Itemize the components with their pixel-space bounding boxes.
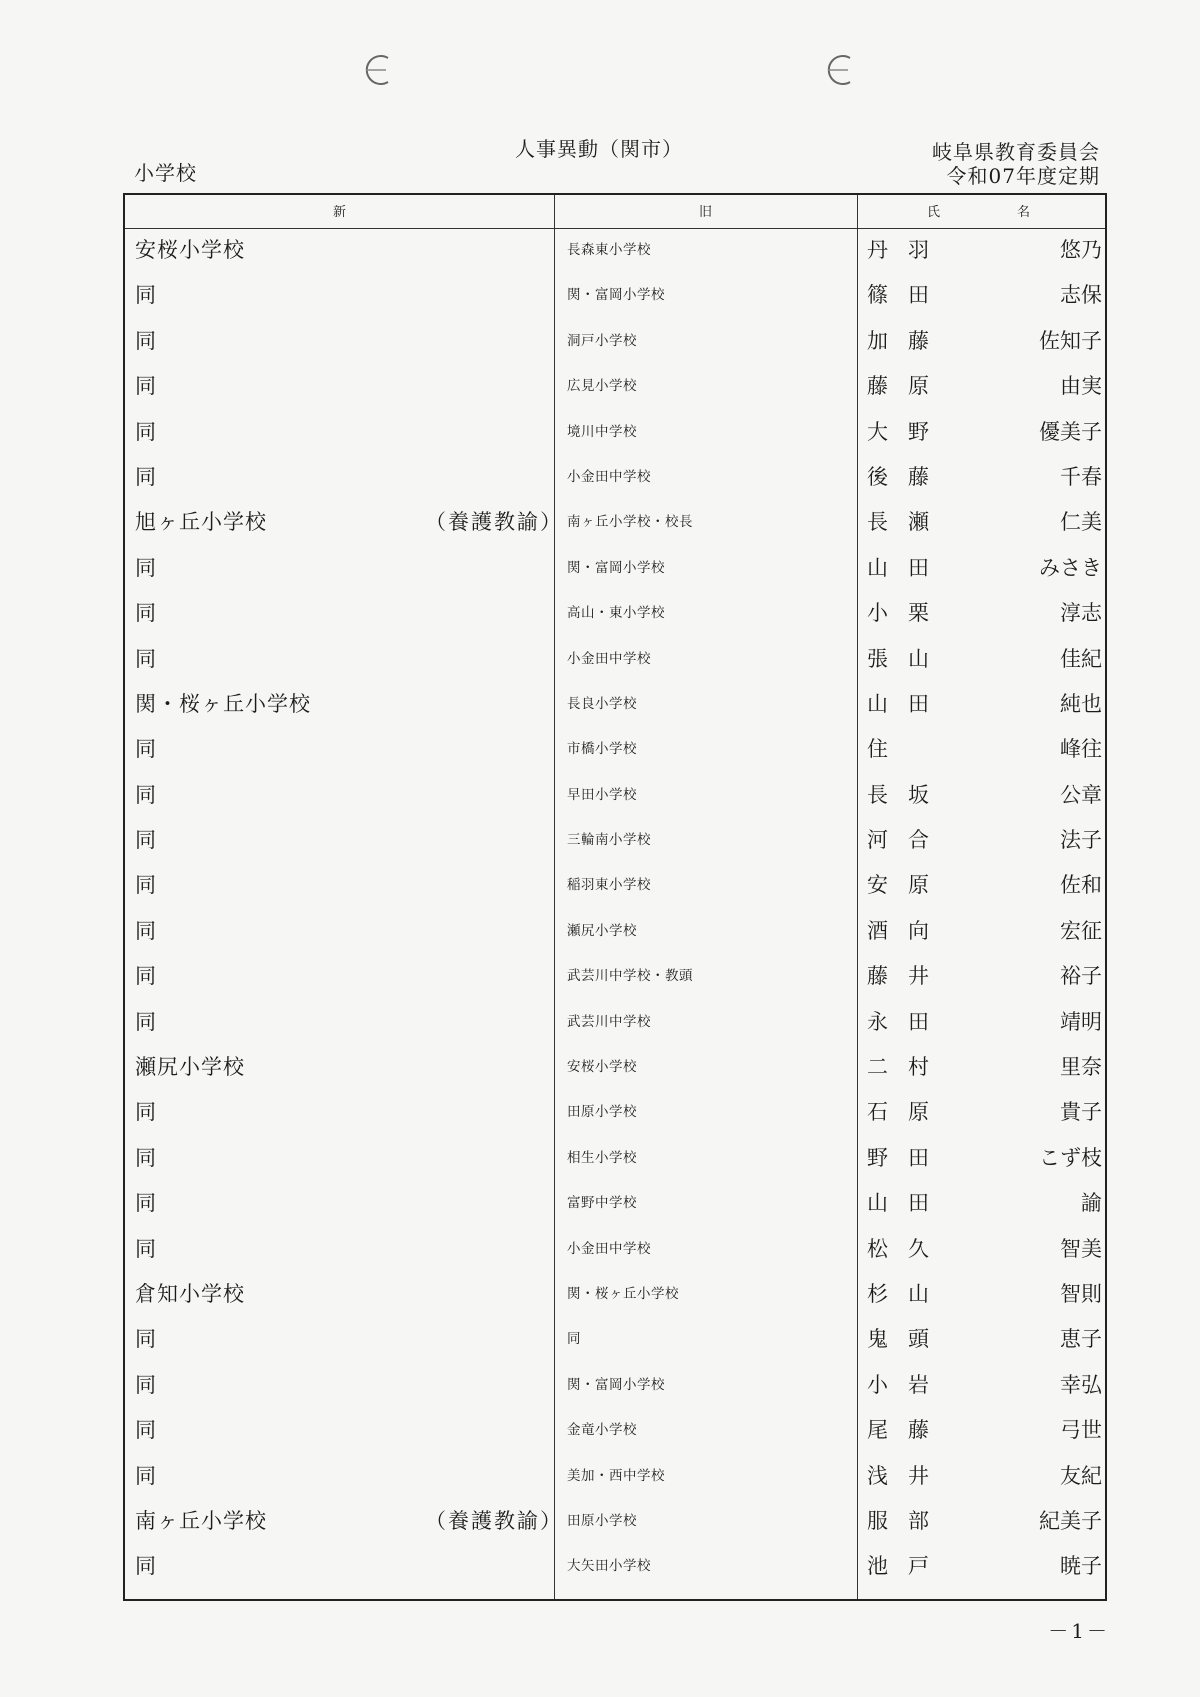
surname: 鬼頭 <box>867 1327 949 1352</box>
given-name: 幸弘 <box>1060 1372 1102 1397</box>
column-header-new: 新 <box>332 205 346 220</box>
new-position: 同 <box>135 419 157 444</box>
old-position: 三輪南小学校 <box>567 832 651 849</box>
old-position: 長森東小学校 <box>567 242 651 258</box>
role <box>425 410 547 455</box>
old-position: 美加・西中学校 <box>567 1467 665 1484</box>
role <box>425 909 547 954</box>
surname: 長瀬 <box>867 510 949 535</box>
surname: 長坂 <box>867 782 949 807</box>
surname: 大野 <box>867 419 949 444</box>
given-name: 紀美子 <box>1039 1508 1102 1533</box>
new-position: 同 <box>135 464 157 489</box>
surname: 山田 <box>867 691 949 716</box>
old-position: 大矢田小学校 <box>567 1558 651 1575</box>
given-name: 靖明 <box>1060 1009 1102 1034</box>
new-position: 同 <box>135 1327 157 1352</box>
new-position: 同 <box>135 1463 157 1488</box>
surname: 河合 <box>867 828 949 853</box>
table-row <box>125 637 1105 682</box>
new-position: 同 <box>135 1191 157 1216</box>
given-name: 淳志 <box>1060 601 1102 626</box>
new-position: 瀬尻小学校 <box>135 1055 245 1080</box>
given-name: こず枝 <box>1039 1145 1102 1170</box>
surname: 後藤 <box>867 464 949 489</box>
role <box>425 1045 547 1090</box>
surname: 張山 <box>867 646 949 671</box>
role <box>425 1136 547 1181</box>
table-row <box>125 818 1105 863</box>
surname: 住 <box>867 737 908 762</box>
role <box>425 1544 547 1589</box>
old-position: 高山・東小学校 <box>567 605 665 622</box>
new-position: 関・桜ヶ丘小学校 <box>135 691 311 716</box>
page-number: －1－ <box>1048 1619 1110 1643</box>
surname: 永田 <box>867 1009 949 1034</box>
surname: 浅井 <box>867 1463 949 1488</box>
punch-hole-right-icon <box>822 52 858 88</box>
old-position: 安桜小学校 <box>567 1059 637 1076</box>
surname: 藤井 <box>867 964 949 989</box>
role <box>425 1181 547 1226</box>
role <box>425 637 547 682</box>
old-position: 広見小学校 <box>567 378 637 395</box>
new-position: 同 <box>135 828 157 853</box>
table-row <box>125 863 1105 908</box>
given-name: 公章 <box>1060 782 1102 807</box>
table-row <box>125 1272 1105 1317</box>
old-position: 富野中学校 <box>567 1195 637 1212</box>
given-name: 智則 <box>1060 1281 1102 1306</box>
table-row <box>125 1363 1105 1408</box>
role <box>425 1454 547 1499</box>
new-position: 旭ヶ丘小学校 <box>135 510 267 535</box>
given-name: 佐知子 <box>1039 328 1102 353</box>
table-row <box>125 455 1105 500</box>
given-name: 純也 <box>1060 691 1102 716</box>
school-category: 小学校 <box>134 161 197 185</box>
role <box>425 364 547 409</box>
table-row <box>125 1181 1105 1226</box>
given-name: 佳紀 <box>1060 646 1102 671</box>
given-name: 峰往 <box>1060 737 1102 762</box>
surname: 小岩 <box>867 1372 949 1397</box>
old-position: 稲羽東小学校 <box>567 877 651 894</box>
old-position: 市橋小学校 <box>567 741 637 758</box>
surname: 山田 <box>867 555 949 580</box>
table-row <box>125 909 1105 954</box>
given-name: 恵子 <box>1060 1327 1102 1352</box>
old-position: 境川中学校 <box>567 423 637 440</box>
new-position: 安桜小学校 <box>135 238 245 262</box>
new-position: 同 <box>135 1145 157 1170</box>
given-name: 仁美 <box>1060 510 1102 535</box>
punch-hole-left-icon <box>360 52 396 88</box>
old-position: 田原小学校 <box>567 1512 637 1529</box>
table-row <box>125 773 1105 818</box>
table-row <box>125 1000 1105 1045</box>
table-row <box>125 1408 1105 1453</box>
surname: 杉山 <box>867 1281 949 1306</box>
table-row <box>125 500 1105 545</box>
given-name: 優美子 <box>1039 419 1102 444</box>
table-row <box>125 1227 1105 1272</box>
column-header-name-1: 氏 <box>927 205 941 220</box>
new-position: 同 <box>135 918 157 943</box>
role <box>425 1363 547 1408</box>
given-name: 由実 <box>1060 374 1102 399</box>
given-name: 諭 <box>1081 1191 1102 1216</box>
given-name: 千春 <box>1060 464 1102 489</box>
surname: 池戸 <box>867 1554 949 1579</box>
surname: 二村 <box>867 1055 949 1080</box>
new-position: 同 <box>135 1100 157 1125</box>
table-row <box>125 228 1105 273</box>
column-header-old: 旧 <box>698 205 712 220</box>
surname: 尾藤 <box>867 1418 949 1443</box>
given-name: 友紀 <box>1060 1463 1102 1488</box>
old-position: 武芸川中学校 <box>567 1013 651 1030</box>
role <box>425 682 547 727</box>
given-name: 暁子 <box>1060 1554 1102 1579</box>
new-position: 同 <box>135 1372 157 1397</box>
role <box>425 863 547 908</box>
role <box>425 1272 547 1317</box>
new-position: 同 <box>135 374 157 399</box>
role <box>425 773 547 818</box>
old-position: 関・富岡小学校 <box>567 287 665 304</box>
table-row <box>125 319 1105 364</box>
table-row <box>125 364 1105 409</box>
new-position: 同 <box>135 283 157 308</box>
column-header-name-2: 名 <box>1017 205 1031 220</box>
new-position: 同 <box>135 646 157 671</box>
old-position: 洞戸小学校 <box>567 332 637 349</box>
table-row <box>125 273 1105 318</box>
old-position: 武芸川中学校・教頭 <box>567 968 693 985</box>
old-position: 相生小学校 <box>567 1149 637 1166</box>
given-name: 宏征 <box>1060 918 1102 943</box>
document-title: 人事異動（関市） <box>515 137 683 161</box>
given-name: 里奈 <box>1060 1055 1102 1080</box>
surname: 服部 <box>867 1508 949 1533</box>
given-name: 法子 <box>1060 828 1102 853</box>
surname: 藤原 <box>867 374 949 399</box>
role <box>425 591 547 636</box>
given-name: 佐和 <box>1060 873 1102 898</box>
old-position: 関・富岡小学校 <box>567 559 665 576</box>
old-position: 同 <box>567 1331 581 1348</box>
issuer: 岐阜県教育委員会 <box>932 140 1100 164</box>
new-position: 同 <box>135 328 157 353</box>
role <box>425 1090 547 1135</box>
old-position: 小金田中学校 <box>567 468 651 485</box>
given-name: 志保 <box>1060 283 1102 308</box>
old-position: 南ヶ丘小学校・校長 <box>567 514 693 531</box>
table-row <box>125 546 1105 591</box>
role <box>425 954 547 999</box>
role <box>425 1227 547 1272</box>
role <box>425 319 547 364</box>
new-position: 同 <box>135 737 157 762</box>
role <box>425 273 547 318</box>
role <box>425 1408 547 1453</box>
old-position: 早田小学校 <box>567 786 637 803</box>
table-row <box>125 591 1105 636</box>
new-position: 同 <box>135 601 157 626</box>
surname: 丹羽 <box>867 238 949 262</box>
new-position: 同 <box>135 1236 157 1261</box>
role <box>425 1317 547 1362</box>
surname: 安原 <box>867 873 949 898</box>
role: （養護教諭） <box>425 1508 563 1533</box>
old-position: 田原小学校 <box>567 1104 637 1121</box>
table-row <box>125 682 1105 727</box>
new-position: 南ヶ丘小学校 <box>135 1508 267 1533</box>
table-row <box>125 1136 1105 1181</box>
role <box>425 455 547 500</box>
given-name: みさき <box>1039 555 1102 580</box>
table-row <box>125 1499 1105 1544</box>
personnel-table <box>123 193 1107 1601</box>
table-row <box>125 1317 1105 1362</box>
surname: 篠田 <box>867 283 949 308</box>
new-position: 同 <box>135 1554 157 1579</box>
term: 令和07年度定期 <box>946 164 1100 188</box>
new-position: 同 <box>135 964 157 989</box>
new-position: 同 <box>135 782 157 807</box>
surname: 山田 <box>867 1191 949 1216</box>
new-position: 同 <box>135 1009 157 1034</box>
role <box>425 1000 547 1045</box>
new-position: 同 <box>135 873 157 898</box>
old-position: 小金田中学校 <box>567 1240 651 1257</box>
table-row <box>125 954 1105 999</box>
surname: 酒向 <box>867 918 949 943</box>
role <box>425 727 547 772</box>
new-position: 倉知小学校 <box>135 1281 245 1306</box>
old-position: 金竜小学校 <box>567 1422 637 1439</box>
table-row <box>125 1454 1105 1499</box>
role <box>425 546 547 591</box>
new-position: 同 <box>135 1418 157 1443</box>
surname: 石原 <box>867 1100 949 1125</box>
old-position: 関・桜ヶ丘小学校 <box>567 1285 679 1302</box>
given-name: 智美 <box>1060 1236 1102 1261</box>
table-row <box>125 727 1105 772</box>
given-name: 弓世 <box>1060 1418 1102 1443</box>
given-name: 裕子 <box>1060 964 1102 989</box>
old-position: 小金田中学校 <box>567 650 651 667</box>
surname: 野田 <box>867 1145 949 1170</box>
table-row <box>125 410 1105 455</box>
old-position: 関・富岡小学校 <box>567 1376 665 1393</box>
table-row <box>125 1045 1105 1090</box>
role <box>425 818 547 863</box>
given-name: 貴子 <box>1060 1100 1102 1125</box>
surname: 松久 <box>867 1236 949 1261</box>
new-position: 同 <box>135 555 157 580</box>
role <box>425 228 547 273</box>
role: （養護教諭） <box>425 510 563 535</box>
table-row <box>125 1090 1105 1135</box>
old-position: 瀬尻小学校 <box>567 922 637 939</box>
given-name: 悠乃 <box>1060 238 1102 262</box>
table-body <box>125 228 1105 1590</box>
surname: 加藤 <box>867 328 949 353</box>
old-position: 長良小学校 <box>567 695 637 712</box>
table-row <box>125 1544 1105 1589</box>
surname: 小栗 <box>867 601 949 626</box>
